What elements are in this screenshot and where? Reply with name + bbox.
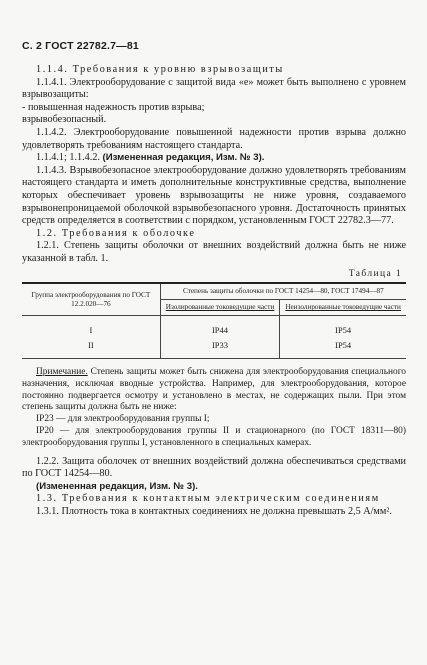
- paragraph-1-1-4-1: 1.1.4.1. Электрооборудование с защитой вида «е» может быть выполнено с уровнем взрывозащиты:: [22, 76, 406, 101]
- row-2-uninsulated: IP54: [280, 338, 406, 359]
- section-1-2-title: 1.2. Требования к оболочке: [36, 227, 196, 239]
- section-1-1-4-title: 1.1.4. Требования к уровню взрывозащиты: [36, 64, 284, 75]
- row-1-uninsulated: IP54: [280, 316, 406, 339]
- table-note: [22, 367, 406, 414]
- note-ip23: IP23 — для электрооборудования группы I;: [36, 414, 210, 425]
- document-body: [22, 64, 406, 519]
- paragraph-1-2-1: 1.2.1. Степень защиты оболочки от внешних воздействий должна быть не ниже указанной в табл. 1.: [22, 240, 406, 264]
- header-protection-degree: Степень защиты оболочки по ГОСТ 14254—80, ГОСТ 17494—87: [160, 283, 406, 300]
- dash-item-2: [22, 114, 406, 127]
- amendment-bold: (Измененная редакция, Изм. № 3).: [102, 152, 265, 164]
- table-1: [22, 282, 406, 359]
- paragraph-1-1-4-2: 1.1.4.2. Электрооборудование повышенной надежности против взрыва должно удовлетворять требованиям настоящего стандарта.: [22, 126, 406, 151]
- dash-item-2-text: взрывобезопасный.: [22, 114, 107, 126]
- dash-item-1: - повышенная надежность против взрыва;: [22, 101, 205, 113]
- amendment-ref: 1.1.4.1; 1.1.4.2.: [36, 152, 100, 164]
- note-text: Степень защиты может быть снижена для электрооборудования специального назначения, исключая вводные устройства. Например, для электрооборудования, которое постоянно подвергается осмотру и установлено в местах, не содержащих пыли. При этом степень защиты должна быть не ниже:: [22, 367, 406, 413]
- amendment-note-1: [22, 152, 406, 165]
- row-1-group: I: [22, 316, 160, 339]
- page-header: С. 2 ГОСТ 22782.7—81: [22, 40, 139, 52]
- note-label: Примечание.: [36, 367, 88, 378]
- header-insulated: Изолированные токоведущие части: [160, 300, 280, 316]
- note-ip20: IP20 — для электрооборудования группы II и стационарного (по ГОСТ 18311—80) электрооборудования группы I, установленного в специальных камерах.: [22, 426, 406, 448]
- amendment-note-2: (Измененная редакция, Изм. № 3).: [36, 480, 198, 492]
- paragraph-1-3-1: 1.3.1. Плотность тока в контактных соединениях не должна превышать 2,5 А/мм².: [36, 506, 392, 518]
- header-uninsulated: Неизолированные токоведущие части: [280, 300, 406, 316]
- paragraph-1-2-2: 1.2.2. Защита оболочек от внешних воздействий должна обеспечиваться средствами по ГОСТ 14254—80.: [22, 455, 406, 480]
- header-group: Группа электрооборудования по ГОСТ 12.2.020—76: [22, 283, 160, 316]
- row-2-group: II: [22, 338, 160, 359]
- table-caption: Таблица 1: [348, 268, 402, 279]
- paragraph-1-1-4-3: 1.1.4.3. Взрывобезопасное электрооборудование должно удовлетворять требованиям настоящего стандарта и иметь дополнительные конструктивные средства, выполнение которых обеспечивает уровень взрывозащиты не ниже уровня, создаваемого взрывонепроницаемой оболочкой взрывобезопасного уровня. Достаточность принятых средств определяется в соответствии с порядком, установленным ГОСТ 22782.3—77.: [22, 164, 406, 227]
- row-2-insulated: IP33: [160, 338, 280, 359]
- row-1-insulated: IP44: [160, 316, 280, 339]
- section-1-3-title: 1.3. Требования к контактным электрическим соединениям: [36, 493, 380, 505]
- dash-item-1-text: повышенная надежность против взрыва;: [27, 101, 205, 113]
